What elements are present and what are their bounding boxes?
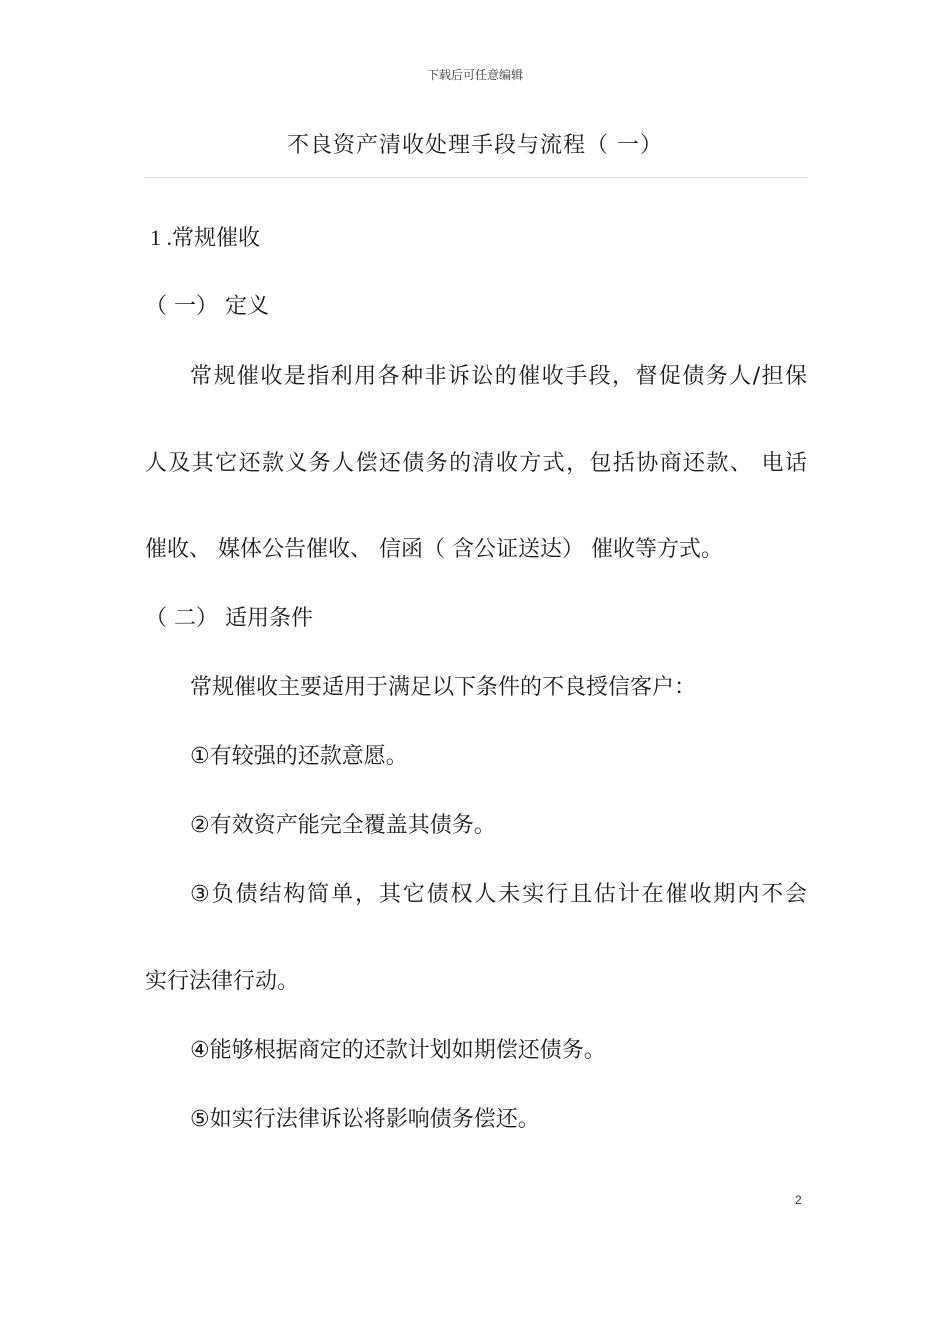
paragraph-line: 常规催收是指利用各种非诉讼的催收手段，督促债务人/担保 bbox=[190, 364, 807, 389]
list-item: ②有效资产能完全覆盖其债务。 bbox=[190, 813, 496, 838]
list-item: ⑤如实行法律诉讼将影响债务偿还。 bbox=[190, 1107, 540, 1132]
subheading-conditions: （ 二） 适用条件 bbox=[145, 606, 313, 631]
list-item: ④能够根据商定的还款计划如期偿还债务。 bbox=[190, 1038, 606, 1063]
paragraph-line: 人及其它还款义务人偿还债务的清收方式，包括协商还款、 电话 bbox=[145, 451, 807, 476]
list-item-continuation: 实行法律行动。 bbox=[145, 969, 300, 994]
paragraph-intro: 常规催收主要适用于满足以下条件的不良授信客户： bbox=[190, 675, 697, 700]
list-item: ①有较强的还款意愿。 bbox=[190, 744, 408, 769]
page-header-note: 下载后可任意编辑 bbox=[426, 68, 523, 82]
paragraph-line: 催收、 媒体公告催收、 信函（ 含公证送达） 催收等方式。 bbox=[145, 537, 723, 562]
section-number: 1 . bbox=[150, 225, 172, 250]
section-heading bbox=[150, 223, 260, 254]
section-title: 常规催收 bbox=[172, 226, 261, 251]
document-title: 不良资产清收处理手段与流程（ 一） bbox=[287, 133, 663, 158]
title-divider bbox=[145, 177, 807, 178]
page-number: 2 bbox=[795, 1193, 802, 1207]
subheading-definition: （ 一） 定义 bbox=[145, 294, 269, 319]
list-item: ③负债结构简单，其它债权人未实行且估计在催收期内不会 bbox=[190, 882, 807, 907]
